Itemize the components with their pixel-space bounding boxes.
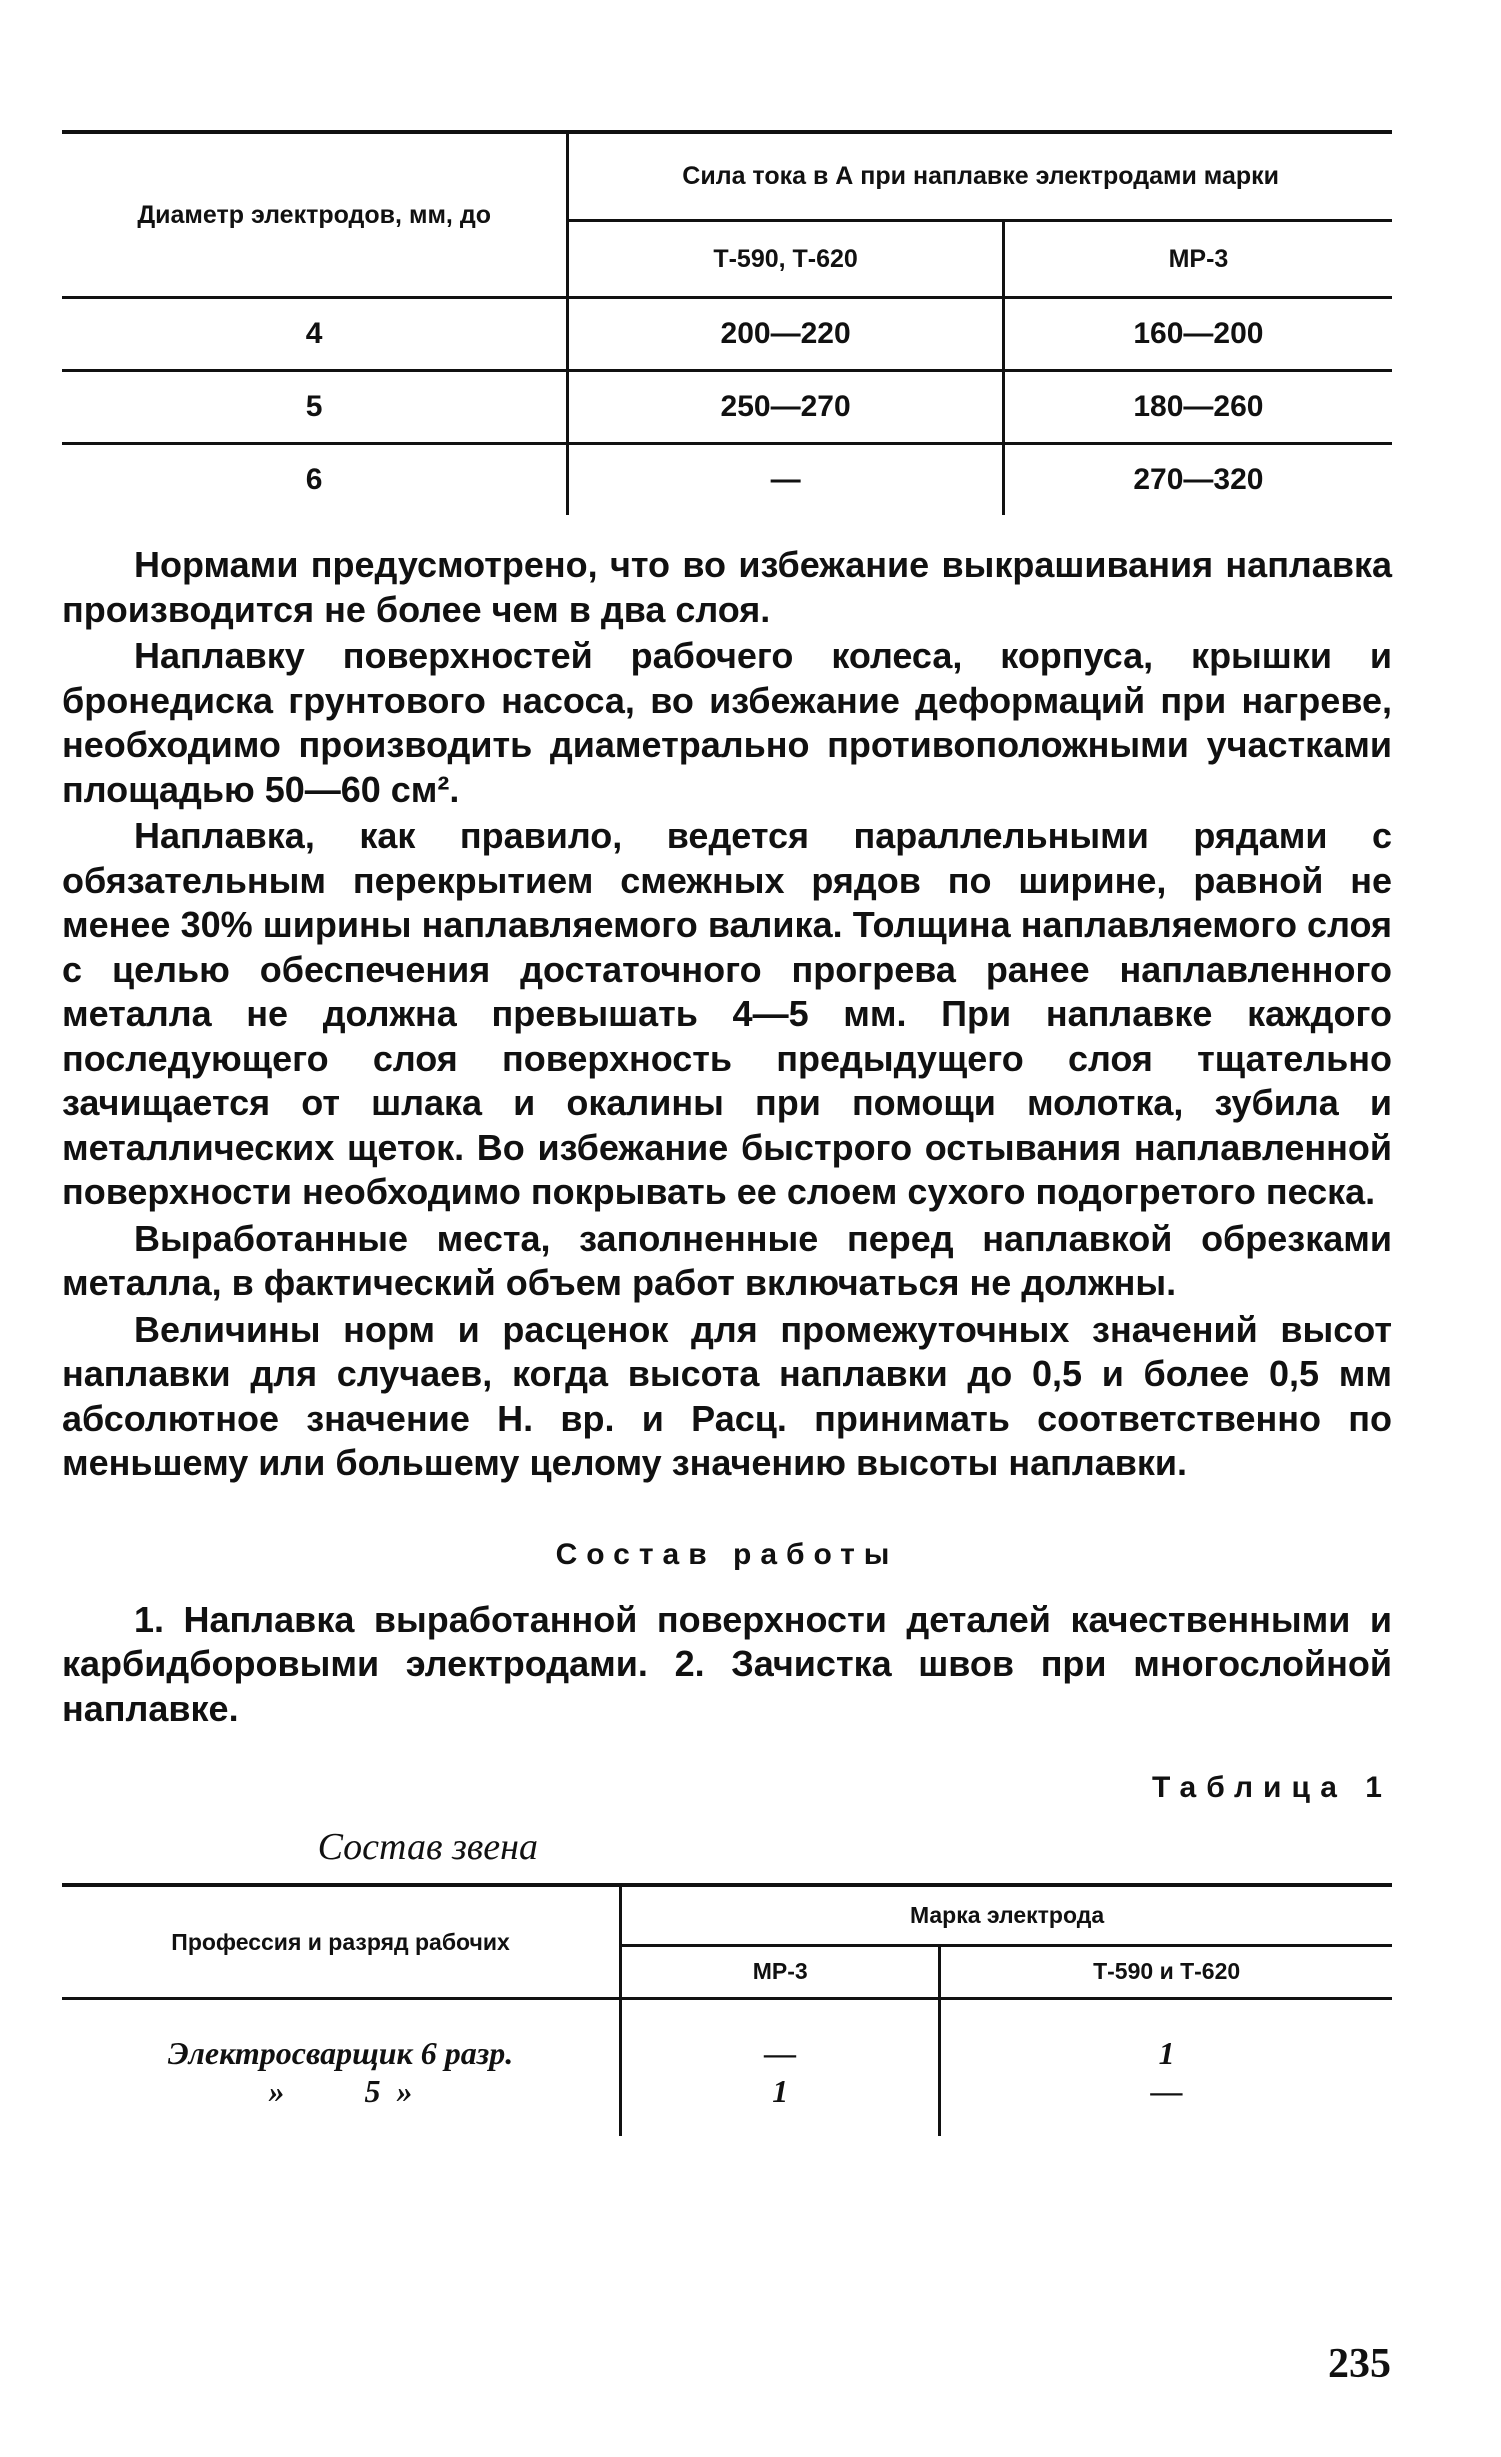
cell-diameter: 4 [62,298,568,371]
header-t590-t620: Т-590, Т-620 [568,221,1004,298]
cell-profession: » 5 » [62,2072,621,2136]
header-electrode-diameter: Диаметр электродов, мм, до [62,132,568,298]
header-mr3: МР-3 [1003,221,1392,298]
header-t590-t620: Т-590 и Т-620 [940,1945,1392,1998]
paragraph: Величины норм и расценок для промежуточных значений высот наплавки для случаев, когда высота наплавки до 0,5 и более 0,5 мм абсолютное значение Н. вр. и Расц. принимать соответственно по меньшему или большему целому значению высоты наплавки. [62,1308,1392,1483]
paragraph: Выработанные места, заполненные перед наплавкой обрезками металла, в фактический объем работ включаться не должны. [62,1217,1392,1303]
cell-current-mr3: 270—320 [1003,444,1392,516]
cell-current-t590: — [568,444,1004,516]
cell-diameter: 6 [62,444,568,516]
table-row [62,1999,1392,2073]
header-electrode-brand: Марка электрода [621,1885,1392,1945]
header-current-group: Сила тока в А при наплавке электродами марки [568,132,1392,221]
header-mr3: МР-3 [621,1945,940,1998]
crew-table [62,1883,1392,2136]
table-row [62,2072,1392,2136]
cell-diameter: 5 [62,371,568,444]
table-row [62,298,1392,371]
paragraph: 1. Наплавка выработанной поверхности деталей качественными и карбидборовыми электродами. 2. Зачистка швов при многослойной наплавке. [62,1598,1392,1729]
cell-mr3: — [621,1999,940,2073]
cell-t590: 1 [1158,2034,1175,2071]
cell-current-mr3: 160—200 [1133,317,1264,350]
cell-current-mr3: 180—260 [1003,371,1392,444]
paragraph: Нормами предусмотрено, что во избежание выкрашивания наплавка производится не более чем в два слоя. [62,544,1392,630]
cell-t590: — [1150,2072,1183,2109]
cell-current-t590: 200—220 [568,298,1004,371]
cell-current-t590: 250—270 [568,371,1004,444]
header-profession: Профессия и разряд рабочих [62,1885,621,1999]
cell-mr3: 1 [621,2072,940,2136]
table-row [62,371,1392,444]
work-composition [62,1598,1392,1732]
section-heading: Состав работы [555,1537,899,1571]
paragraph: Наплавку поверхностей рабочего колеса, корпуса, крышки и бронедиска грунтового насоса, во избежание деформаций при нагреве, необходимо производить диаметрально противоположными участками площадью 50—60 см². [62,635,1392,810]
page-number: 235 [1328,2341,1391,2387]
document-page [62,130,1392,2136]
cell-profession: Электросварщик 6 разр. [62,1999,621,2073]
table-row [62,444,1392,516]
current-table [62,130,1392,515]
table-title: Состав звена [317,1826,538,1868]
table-number: Таблица 1 [1151,1771,1392,1804]
paragraph: Наплавка, как правило, ведется параллельными рядами с обязательным перекрытием смежных рядов по ширине, равной не менее 30% ширины наплавляемого валика. Толщина наплавляемого слоя с целью обеспечения достаточного прогрева ранее наплавленного металла не должна превышать 4—5 мм. При наплавке каждого последующего слоя поверхность предыдущего слоя тщательно зачищается от шлака и окалины при помощи молотка, зубила и металлических щеток. Во избежание быстрого остывания наплавленной поверхности необходимо покрывать ее слоем сухого подогретого песка. [62,815,1392,1212]
body-text [62,543,1392,1486]
